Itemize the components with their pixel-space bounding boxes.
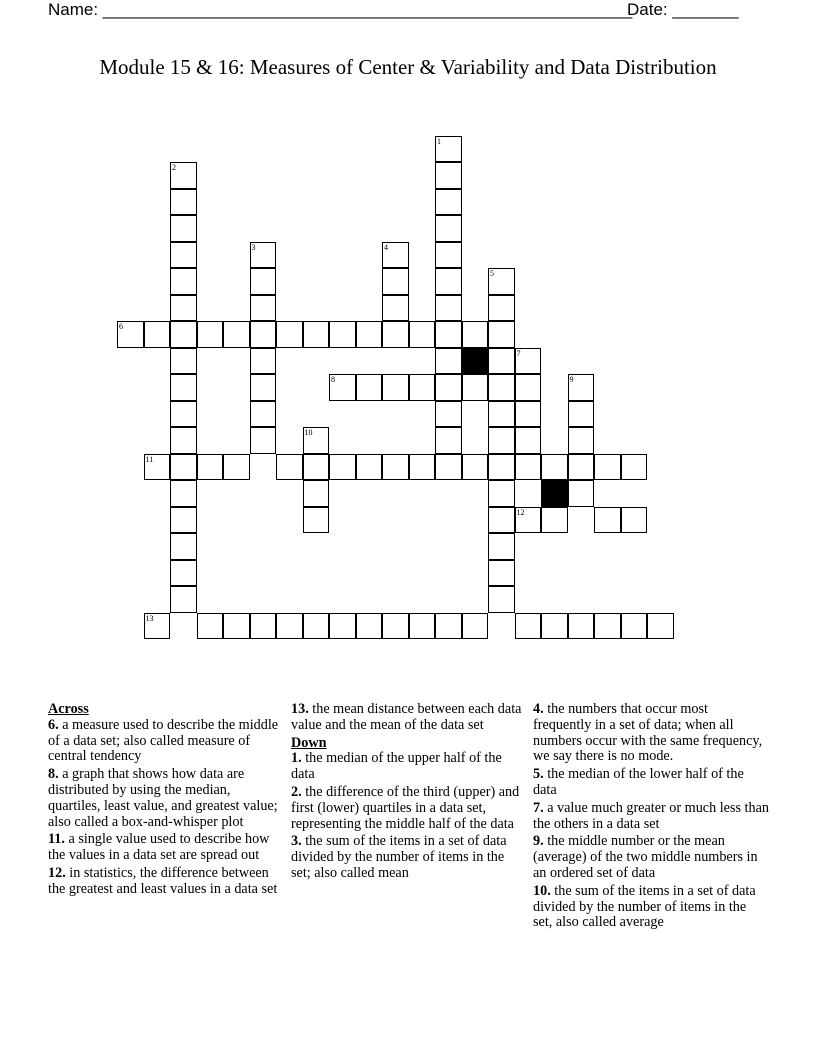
crossword-cell[interactable] — [276, 454, 303, 481]
crossword-cell[interactable] — [409, 321, 436, 348]
crossword-cell[interactable] — [462, 374, 489, 401]
crossword-cell[interactable] — [382, 268, 409, 295]
clue-number-label: 1 — [437, 136, 441, 146]
crossword-cell[interactable] — [435, 162, 462, 189]
down-clue-5 — [533, 767, 769, 799]
clue-number-label: 7 — [516, 348, 521, 358]
crossword-cell[interactable] — [541, 454, 568, 481]
crossword-cell[interactable] — [488, 401, 515, 428]
crossword-cell[interactable] — [435, 189, 462, 216]
crossword-cell[interactable] — [356, 374, 383, 401]
clue-text: the sum of the items in a set of data divided by the number of items in the set, also called average — [533, 882, 756, 931]
clue-number-label: 9 — [569, 375, 574, 384]
crossword-cell[interactable] — [488, 374, 515, 401]
clue-number-label: 13 — [145, 613, 154, 623]
across-heading: Across — [48, 701, 89, 717]
crossword-cell[interactable] — [435, 401, 462, 428]
crossword-cell[interactable] — [329, 374, 356, 401]
crossword-cell[interactable] — [197, 613, 224, 640]
crossword-cell[interactable] — [144, 321, 171, 348]
clue-number: 6. — [48, 716, 59, 733]
crossword-cell[interactable] — [170, 242, 197, 269]
crossword-cell[interactable] — [409, 613, 436, 640]
crossword-cell[interactable] — [223, 613, 250, 640]
clue-number-label: 5 — [490, 269, 494, 278]
name-field[interactable]: Name: ________________________________________________________ — [48, 0, 633, 19]
crossword-cell[interactable] — [356, 454, 383, 481]
crossword-cell[interactable] — [170, 560, 197, 587]
crossword-cell[interactable] — [144, 613, 171, 640]
crossword-cell[interactable] — [594, 507, 621, 534]
down-clue-7 — [533, 801, 769, 833]
clue-column-2 — [291, 702, 527, 884]
crossword-cell[interactable] — [488, 533, 515, 560]
clue-column-1 — [48, 702, 284, 900]
crossword-cell[interactable] — [435, 348, 462, 375]
down-clue-3 — [291, 834, 527, 881]
crossword-cell[interactable] — [515, 374, 542, 401]
crossword-cell[interactable] — [435, 427, 462, 454]
crossword-cell[interactable] — [250, 401, 277, 428]
crossword-cell[interactable] — [276, 613, 303, 640]
crossword-cell[interactable] — [409, 374, 436, 401]
crossword-cell[interactable] — [515, 401, 542, 428]
clue-number: 11. — [48, 831, 65, 848]
crossword-cell[interactable] — [435, 295, 462, 322]
crossword-cell[interactable] — [303, 427, 330, 454]
crossword-cell[interactable] — [488, 507, 515, 534]
crossword-cell[interactable] — [462, 321, 489, 348]
page-title: Module 15 & 16: Measures of Center & Variability and Data Distribution — [99, 55, 717, 79]
crossword-cell[interactable] — [488, 480, 515, 507]
across-clue-12 — [48, 866, 284, 898]
crossword-cell[interactable] — [382, 454, 409, 481]
crossword-cell[interactable] — [170, 295, 197, 322]
clue-number: 8. — [48, 766, 59, 783]
crossword-cell[interactable] — [303, 454, 330, 481]
down-clue-4 — [533, 702, 769, 765]
crossword-cell[interactable] — [170, 507, 197, 534]
crossword-cell[interactable] — [356, 321, 383, 348]
crossword-cell[interactable] — [303, 321, 330, 348]
crossword-cell[interactable] — [488, 295, 515, 322]
clue-number: 13. — [291, 701, 309, 717]
crossword-cell[interactable] — [488, 454, 515, 481]
crossword-cell[interactable] — [356, 613, 383, 640]
crossword-cell[interactable] — [382, 374, 409, 401]
crossword-cell[interactable] — [170, 427, 197, 454]
crossword-cell[interactable] — [568, 454, 595, 481]
across-clue-13 — [291, 702, 527, 734]
crossword-cell[interactable] — [409, 454, 436, 481]
crossword-cell[interactable] — [170, 586, 197, 613]
crossword-cell[interactable] — [303, 613, 330, 640]
crossword-cell[interactable] — [170, 401, 197, 428]
crossword-cell[interactable] — [197, 454, 224, 481]
crossword-cell[interactable] — [435, 374, 462, 401]
down-clue-2 — [291, 785, 527, 832]
crossword-cell[interactable] — [329, 613, 356, 640]
clue-number: 2. — [291, 783, 302, 800]
crossword-cell[interactable] — [568, 427, 595, 454]
crossword-cell[interactable] — [170, 533, 197, 560]
crossword-cell[interactable] — [276, 321, 303, 348]
clue-number: 1. — [291, 750, 302, 767]
crossword-cell[interactable] — [170, 162, 197, 189]
clue-number: 9. — [533, 833, 544, 850]
clue-text: in statistics, the difference between the greatest and least values in a data set — [48, 864, 278, 897]
crossword-cell[interactable] — [250, 242, 277, 269]
crossword-cell[interactable] — [647, 613, 674, 640]
clue-text: the median of the lower half of the data — [533, 766, 744, 798]
crossword-cell[interactable] — [568, 374, 595, 401]
clue-number-label: 8 — [331, 375, 335, 384]
crossword-cell[interactable] — [568, 613, 595, 640]
crossword-cell[interactable] — [250, 268, 277, 295]
crossword-cell[interactable] — [568, 401, 595, 428]
crossword-cell[interactable] — [223, 454, 250, 481]
crossword-cell[interactable] — [435, 242, 462, 269]
clue-number: 3. — [291, 833, 302, 850]
crossword-cell[interactable] — [435, 613, 462, 640]
crossword-cell[interactable] — [303, 480, 330, 507]
across-clue-8 — [48, 767, 284, 830]
crossword-cell[interactable] — [303, 507, 330, 534]
clue-text: the middle number or the mean (average) of the two middle numbers in an ordered set of data — [533, 833, 758, 881]
crossword-cell[interactable] — [197, 321, 224, 348]
crossword-cell[interactable] — [515, 427, 542, 454]
clue-text: the sum of the items in a set of data divided by the number of items in the set; also called mean — [291, 833, 507, 881]
crossword-cell[interactable] — [329, 454, 356, 481]
crossword-cell[interactable] — [435, 321, 462, 348]
crossword-cell[interactable] — [250, 374, 277, 401]
crossword-cell[interactable] — [223, 321, 250, 348]
crossword-cell[interactable] — [250, 427, 277, 454]
crossword-cell[interactable] — [382, 321, 409, 348]
crossword-cell[interactable] — [594, 613, 621, 640]
crossword-cell[interactable] — [488, 268, 515, 295]
clue-text: a single value used to describe how the values in a data set are spread out — [48, 831, 270, 864]
clue-text: the median of the upper half of the data — [291, 750, 502, 783]
crossword-cell[interactable] — [170, 268, 197, 295]
crossword-cell[interactable] — [144, 454, 171, 481]
clue-text: the difference of the third (upper) and first (lower) quartiles in a data set, representing the middle half of the data — [291, 783, 520, 832]
blocked-cell — [541, 480, 568, 507]
crossword-cell[interactable] — [488, 427, 515, 454]
crossword-cell[interactable] — [488, 348, 515, 375]
crossword-cell[interactable] — [621, 613, 648, 640]
clue-column-3 — [533, 702, 769, 933]
down-clue-9 — [533, 834, 769, 881]
crossword-cell[interactable] — [515, 454, 542, 481]
blocked-cell — [462, 348, 489, 375]
crossword-cell[interactable] — [250, 348, 277, 375]
crossword-cell[interactable] — [515, 507, 542, 534]
clue-number: 7. — [533, 799, 544, 816]
across-clue-6 — [48, 718, 284, 765]
crossword-cell[interactable] — [170, 454, 197, 481]
crossword-cell[interactable] — [435, 268, 462, 295]
clue-number-label: 11 — [145, 454, 154, 464]
crossword-cell[interactable] — [250, 613, 277, 640]
crossword-cell[interactable] — [170, 215, 197, 242]
crossword-cell[interactable] — [250, 295, 277, 322]
crossword-cell[interactable] — [568, 480, 595, 507]
clue-number: 5. — [533, 766, 544, 783]
clue-number-label: 3 — [251, 242, 256, 252]
crossword-cell[interactable] — [382, 295, 409, 322]
clue-text: a measure used to describe the middle of a data set; also called measure of central tendency — [48, 716, 279, 765]
crossword-cell[interactable] — [621, 454, 648, 481]
crossword-cell[interactable] — [435, 454, 462, 481]
down-heading: Down — [291, 734, 327, 751]
down-clue-1 — [291, 751, 527, 783]
crossword-cell[interactable] — [170, 480, 197, 507]
clue-number-label: 6 — [119, 322, 123, 331]
crossword-cell[interactable] — [117, 321, 144, 348]
clue-number-label: 12 — [516, 507, 525, 517]
crossword-cell[interactable] — [462, 454, 489, 481]
crossword-cell[interactable] — [541, 507, 568, 534]
crossword-cell[interactable] — [488, 586, 515, 613]
down-clue-10 — [533, 884, 769, 931]
crossword-cell[interactable] — [170, 321, 197, 348]
clue-number: 4. — [533, 701, 544, 717]
crossword-cell[interactable] — [170, 189, 197, 216]
crossword-cell[interactable] — [488, 560, 515, 587]
crossword-cell[interactable] — [329, 321, 356, 348]
clue-text: a graph that shows how data are distributed by using the median, quartiles, least value, and greatest value; also called a box-and-whisper plot — [48, 766, 278, 830]
crossword-cell[interactable] — [488, 321, 515, 348]
crossword-cell[interactable] — [515, 613, 542, 640]
crossword-cell[interactable] — [621, 507, 648, 534]
clue-text: the mean distance between each data value and the mean of the data set — [291, 701, 522, 733]
clue-text: a value much greater or much less than the others in a data set — [533, 799, 769, 832]
clue-number-label: 4 — [384, 242, 388, 252]
crossword-cell[interactable] — [594, 454, 621, 481]
clue-number-label: 10 — [304, 428, 313, 437]
crossword-cell[interactable] — [382, 242, 409, 269]
crossword-cell[interactable] — [250, 321, 277, 348]
crossword-cell[interactable] — [382, 613, 409, 640]
clue-text: the numbers that occur most frequently in a set of data; when all numbers occur with the same frequency, we say there is no mode. — [533, 701, 763, 765]
crossword-cell[interactable] — [170, 348, 197, 375]
across-clue-11 — [48, 832, 284, 864]
crossword-cell[interactable] — [541, 613, 568, 640]
crossword-cell[interactable] — [435, 215, 462, 242]
crossword-cell[interactable] — [170, 374, 197, 401]
crossword-cell[interactable] — [515, 348, 542, 375]
clue-number: 10. — [533, 882, 551, 899]
clue-number: 12. — [48, 864, 66, 881]
crossword-cell[interactable] — [435, 136, 462, 163]
clue-number-label: 2 — [172, 163, 176, 172]
date-field[interactable]: Date: _______ — [627, 0, 739, 19]
crossword-cell[interactable] — [462, 613, 489, 640]
